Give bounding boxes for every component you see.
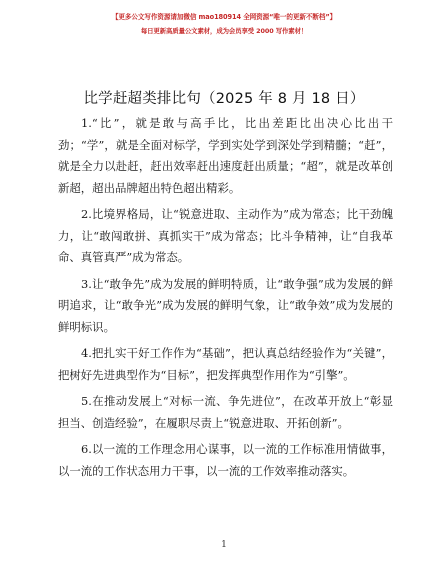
paragraph-6: 6.以一流的工作理念用心谋事，以一流的工作标准用情做事，以一流的工作状态用力干事，以一流的工作效率推动落实。: [58, 442, 393, 478]
paragraph-1: 1.“比”，就是敢与高手比，比出差距比出决心比出干劲；“学”，就是全面对标学，学到实处学到深处学到精髓；“赶”，就是全力以赴赶，赶出效率赶出速度赶出质量；“超”，就是改革创新超，超出品牌超出特色超出精彩。: [58, 116, 393, 195]
document-title: 比学赶超类排比句（2025 年 8 月 18 日）: [83, 91, 365, 107]
document-body: [58, 113, 393, 487]
promo-banner-line-2: 每日更新高质量公文素材，成为会员享受 2000 写作素材！: [140, 27, 308, 35]
paragraph-3: 3.让“敢争先”成为发展的鲜明特质，让“敢争强”成为发展的鲜明追求，让“敢争光”成为发展的鲜明气象，让“敢争效”成为发展的鲜明标识。: [58, 276, 393, 334]
paragraph-5: 5.在推动发展上“对标一流、争先进位”，在改革开放上“彰显担当、创造经验”，在履职尽责上“锐意进取、开拓创新”。: [58, 394, 393, 430]
page-number: 1: [221, 540, 227, 550]
paragraph-2: 2.比境界格局，让“锐意进取、主动作为”成为常态；比干劲魄力，让“敢闯敢拼、真抓实干”成为常态；比斗争精神，让“自我革命、真管真严”成为常态。: [58, 207, 393, 264]
promo-banner: [0, 11, 448, 38]
paragraph-4: 4.把扎实干好工作作为“基础”，把认真总结经验作为“关键”，把树好先进典型作为“目标”，把发挥典型作用作为“引擎”。: [58, 346, 393, 382]
promo-banner-line-1: 【更多公文写作资源请加微信 mao180914 全网资源“唯一的更新不断档”】: [111, 13, 337, 21]
